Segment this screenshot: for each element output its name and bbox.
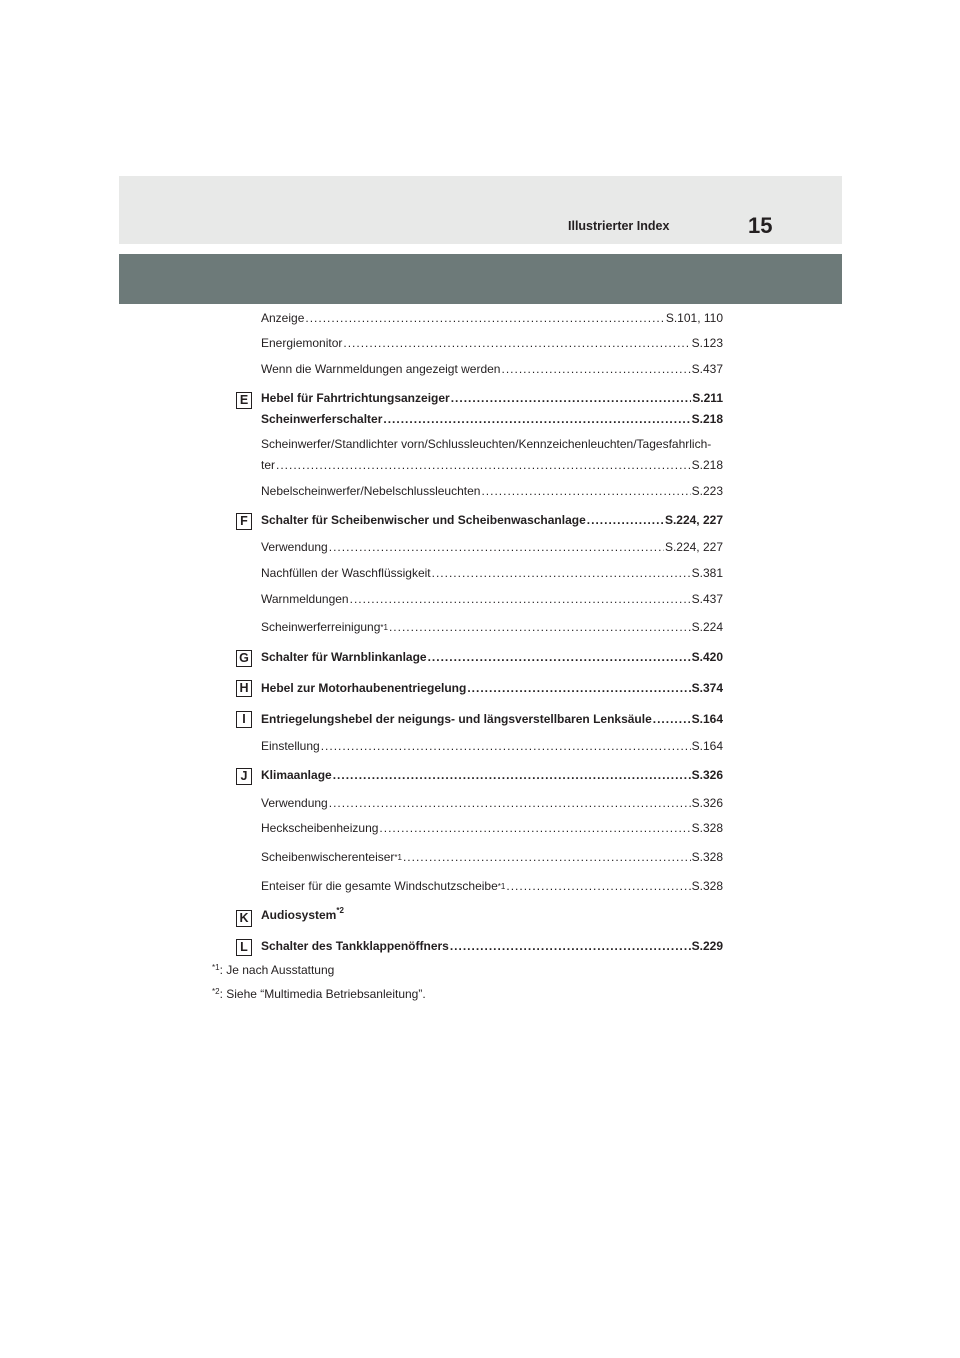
page-reference: S.229 (691, 939, 723, 953)
page-reference: S.326 (691, 796, 723, 810)
index-entry-main (261, 711, 723, 727)
entry-label: Schalter für Warnblinkanlage (261, 650, 427, 664)
page-reference: S.437 (691, 362, 723, 376)
page-reference: S.224 (691, 620, 723, 634)
entry-label: Verwendung (261, 796, 328, 810)
index-entry (261, 310, 723, 326)
leader-dots (403, 849, 691, 865)
page-reference: S.328 (691, 850, 723, 864)
section-letter-box: J (236, 768, 252, 785)
leader-dots (506, 878, 690, 894)
index-entry-main (261, 767, 723, 783)
entry-label: Anzeige (261, 311, 305, 325)
page-reference: S.381 (691, 566, 723, 580)
index-entry-main (261, 938, 723, 954)
entry-label: Entriegelungshebel der neigungs- und längsverstellbaren Lenksäule (261, 712, 652, 726)
section-letter-box: H (236, 680, 252, 697)
section-letter-box: I (236, 711, 252, 728)
index-entry (261, 795, 723, 811)
index-entry (261, 361, 723, 377)
entry-label: Hebel zur Motorhaubenentriegelung (261, 681, 467, 695)
leader-dots (428, 649, 691, 665)
index-entry: Scheinwerferreinigung $^{*1}$ ..... S.224 (261, 619, 723, 635)
leader-dots (383, 411, 690, 427)
index-entry (261, 436, 723, 452)
index-entry (261, 738, 723, 754)
leader-dots (451, 390, 692, 406)
index-entry: Enteiser für die gesamte Windschutzscheibe $^{*1}$ ..... S.328 (261, 878, 723, 894)
page-reference: S.420 (691, 650, 723, 664)
index-entry (261, 820, 723, 836)
entry-label: Heckscheibenheizung (261, 821, 379, 835)
index-entry: Scheibenwischerenteiser $^{*1}$ ..... S.328 (261, 849, 723, 865)
section-letter-box: F (236, 513, 252, 530)
entry-label: Nachfüllen der Waschflüssigkeit (261, 566, 431, 580)
leader-dots (350, 591, 691, 607)
entry-label: Nebelscheinwerfer/Nebelschlussleuchten (261, 484, 481, 498)
footnote-mark: *2 (212, 987, 220, 996)
page-reference: S.374 (691, 681, 723, 695)
page-reference: S.164 (691, 739, 723, 753)
page-reference: S.223 (691, 484, 723, 498)
leader-dots (276, 457, 691, 473)
page-reference: S.224, 227 (664, 513, 723, 527)
index-entry (261, 565, 723, 581)
page-reference: S.218 (691, 458, 723, 472)
leader-dots (333, 767, 691, 783)
page-reference: S.224, 227 (664, 540, 723, 554)
entry-label: Scheinwerferschalter (261, 412, 383, 426)
index-entry-main (261, 390, 723, 406)
entry-label: Verwendung (261, 540, 328, 554)
section-letter-box: E (236, 392, 252, 409)
index-entry (261, 457, 723, 473)
page-reference: S.328 (691, 879, 723, 893)
footnote-text: : Je nach Ausstattung (219, 963, 335, 977)
page-reference: S.211 (692, 391, 723, 405)
index-entry-main (261, 512, 723, 528)
page-reference: S.123 (691, 336, 723, 350)
page-reference: S.326 (691, 768, 723, 782)
section-letter-box: K (236, 910, 252, 927)
section-title: Illustrierter Index (568, 219, 670, 233)
entry-label: Energiemonitor (261, 336, 343, 350)
page-reference: S.328 (691, 821, 723, 835)
entry-label: Einstellung (261, 739, 320, 753)
leader-dots (329, 539, 664, 555)
leader-dots (450, 938, 691, 954)
index-entry (261, 483, 723, 499)
index-entry-main (261, 680, 723, 696)
page-reference: S.164 (691, 712, 723, 726)
index-entry-main (261, 649, 723, 665)
entry-label: Schalter des Tankklappenöffners (261, 939, 449, 953)
entry-label: Scheinwerfer/Standlichter vorn/Schlussleuchten/Kennzeichenleuchten/Tagesfahrlich- (261, 437, 712, 451)
footnote-mark: *1 (212, 963, 220, 972)
leader-dots (321, 738, 691, 754)
index-entry (261, 335, 723, 351)
footnote-marker: *2 (336, 906, 344, 915)
leader-dots (389, 619, 691, 635)
entry-label: Scheinwerferreinigung (261, 620, 381, 634)
entry-label: Enteiser für die gesamte Windschutzscheibe (261, 879, 498, 893)
entry-label: Klimaanlage (261, 768, 332, 782)
leader-dots (467, 680, 690, 696)
page-reference: S.101, 110 (665, 311, 723, 325)
entry-label: Warnmeldungen (261, 592, 349, 606)
index-entry (261, 591, 723, 607)
leader-dots (432, 565, 691, 581)
leader-dots (379, 820, 690, 836)
index-entry-main (261, 411, 723, 427)
leader-dots (501, 361, 690, 377)
page-reference: S.437 (691, 592, 723, 606)
leader-dots (343, 335, 690, 351)
footnote (212, 986, 426, 1004)
entry-label: ter (261, 458, 276, 472)
index-entry-main (261, 907, 723, 923)
leader-dots (329, 795, 691, 811)
footnote-text: : Siehe “Multimedia Betriebsanleitung”. (219, 987, 426, 1001)
leader-dots (653, 711, 691, 727)
entry-label: Wenn die Warnmeldungen angezeigt werden (261, 362, 501, 376)
index-entry (261, 539, 723, 555)
page-number: 15 (748, 213, 773, 238)
footnote (212, 962, 334, 980)
leader-dots (587, 512, 664, 528)
page-reference: S.218 (691, 412, 723, 426)
leader-dots (305, 310, 664, 326)
entry-label: Scheibenwischerenteiser (261, 850, 395, 864)
section-letter-box: G (236, 650, 252, 667)
entry-label: Audiosystem (261, 908, 337, 922)
entry-label: Schalter für Scheibenwischer und Scheibenwaschanlage (261, 513, 586, 527)
leader-dots (481, 483, 690, 499)
entry-label: Hebel für Fahrtrichtungsanzeiger (261, 391, 450, 405)
section-letter-box: L (236, 939, 252, 956)
